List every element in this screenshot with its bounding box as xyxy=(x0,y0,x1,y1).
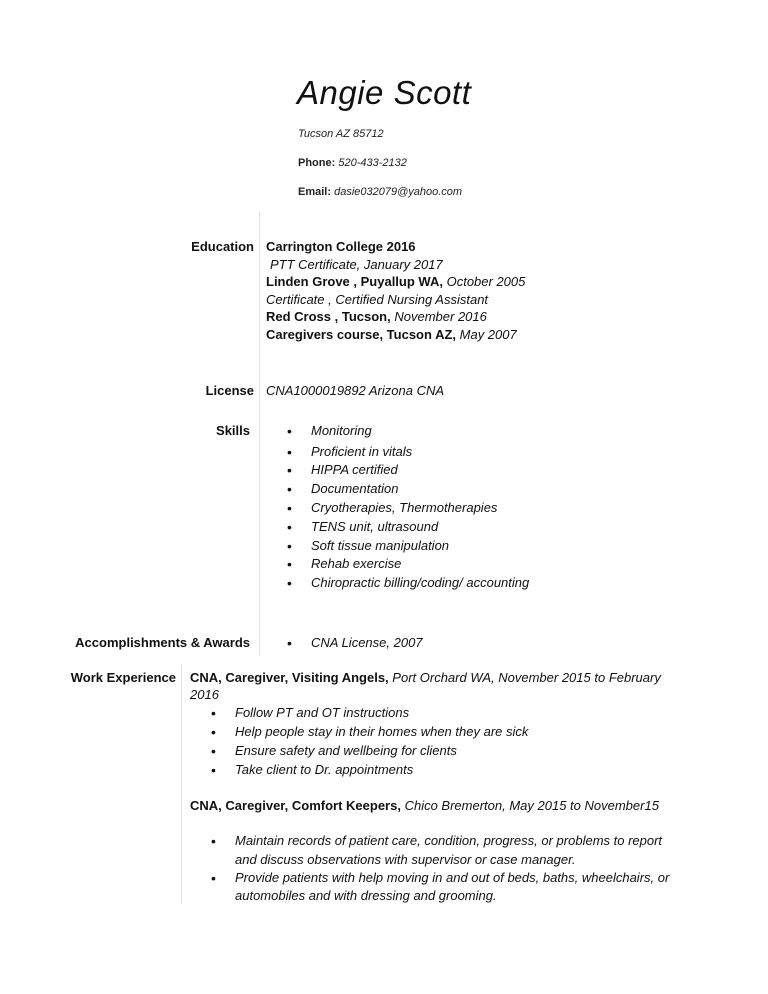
phone-label: Phone: xyxy=(298,157,336,169)
duty-item: • Maintain records of patient care, condition, progress, or problems to report xyxy=(211,833,663,849)
section-label-license: License xyxy=(205,383,254,398)
phone-line xyxy=(298,157,407,169)
section-label-education: Education xyxy=(191,239,254,254)
section-label-work: Work Experience xyxy=(70,670,176,685)
section-label-skills: Skills xyxy=(216,423,250,438)
skill-item: • Documentation xyxy=(287,481,399,497)
skill-item: • Cryotherapies, Thermotherapies xyxy=(287,500,498,516)
education-line: Linden Grove , Puyallup WA, October 2005 xyxy=(266,274,526,289)
duty-item: • Help people stay in their homes when they are sick xyxy=(211,724,529,740)
job-title: CNA, Caregiver, Visiting Angels, xyxy=(190,670,389,685)
education-list xyxy=(266,238,525,343)
education-line: Red Cross , Tucson, November 2016 xyxy=(266,309,487,324)
duty-item-cont: automobiles and with dressing and grooming. xyxy=(235,888,497,903)
phone-number: 520-433-2132 xyxy=(338,157,407,169)
skill-item: • Soft tissue manipulation xyxy=(287,538,450,554)
duty-item: • Ensure safety and wellbeing for clients xyxy=(211,743,457,759)
section-label-awards: Accomplishments & Awards xyxy=(75,635,250,650)
award-item: • CNA License, 2007 xyxy=(287,635,423,651)
email-label: Email: xyxy=(298,186,332,198)
job-details: Chico Bremerton, May 2015 to November15 xyxy=(404,798,659,813)
education-line: PTT Certificate, January 2017 xyxy=(270,256,443,272)
address: Tucson AZ 85712 xyxy=(298,128,384,140)
license-value: CNA1000019892 Arizona CNA xyxy=(266,383,445,398)
education-line: Certificate , Certified Nursing Assistant xyxy=(266,291,489,307)
job-title-line xyxy=(190,669,661,687)
job-details-cont: 2016 xyxy=(190,687,219,702)
duty-item: • Take client to Dr. appointments xyxy=(211,762,414,778)
column-divider-work xyxy=(181,664,182,904)
column-divider xyxy=(259,212,260,656)
duty-item-cont: and discuss observations with supervisor or case manager. xyxy=(235,852,576,867)
skill-item: • TENS unit, ultrasound xyxy=(287,519,439,535)
job-title: CNA, Caregiver, Comfort Keepers, xyxy=(190,798,401,813)
duty-item: • Follow PT and OT instructions xyxy=(211,705,410,721)
skill-item: • Chiropractic billing/coding/ accounting xyxy=(287,575,530,591)
education-line: Carrington College 2016 xyxy=(266,239,416,254)
candidate-name: Angie Scott xyxy=(297,74,472,111)
job-title-line xyxy=(190,797,659,815)
email-line xyxy=(298,186,462,198)
skill-item: • Rehab exercise xyxy=(287,556,402,572)
skill-item: • HIPPA certified xyxy=(287,462,398,478)
email-address: dasie032079@yahoo.com xyxy=(334,186,463,198)
duty-item: • Provide patients with help moving in and out of beds, baths, wheelchairs, or xyxy=(211,870,670,886)
skill-item: • Proficient in vitals xyxy=(287,444,413,460)
education-line: Caregivers course, Tucson AZ, May 2007 xyxy=(266,326,517,342)
job-details: Port Orchard WA, November 2015 to February xyxy=(392,670,661,685)
skill-item: • Monitoring xyxy=(287,423,372,439)
